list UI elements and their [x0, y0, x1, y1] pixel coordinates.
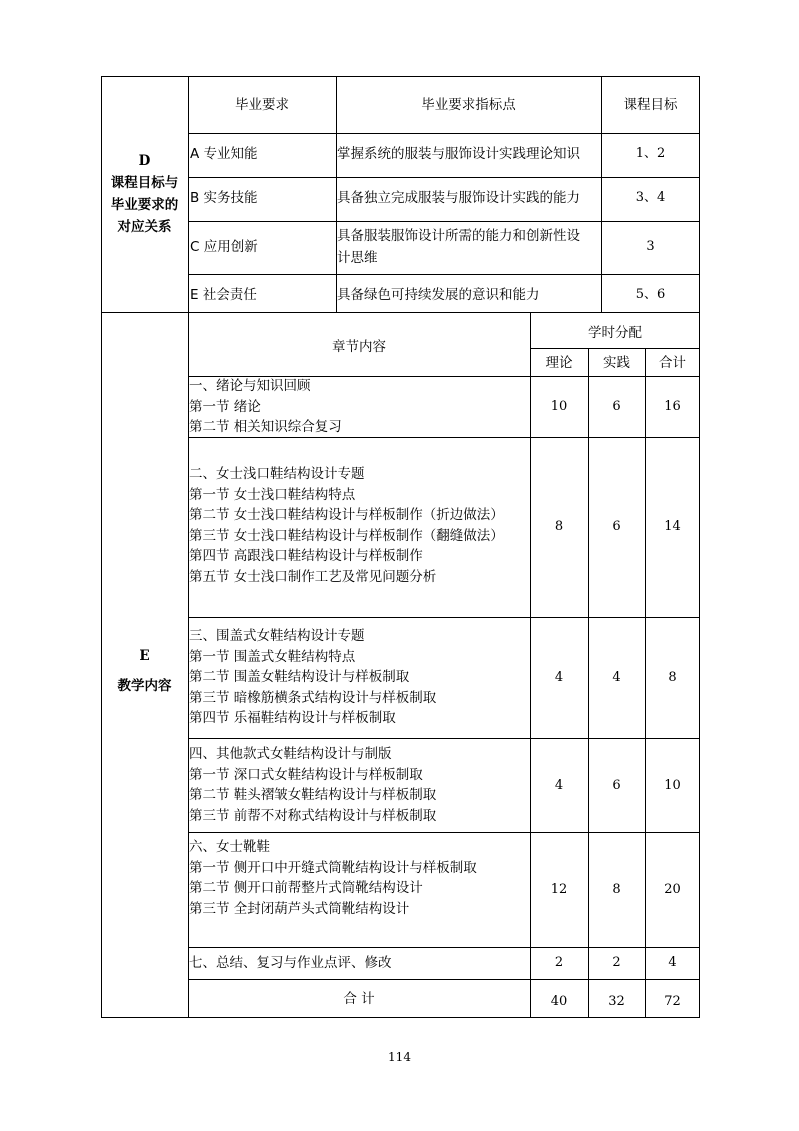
total-hours: 10: [664, 778, 681, 793]
chapter-line: 第二节 侧开口前帮整片式筒靴结构设计: [189, 880, 423, 896]
sum-practice: 32: [608, 994, 625, 1009]
header-hours: 学时分配: [588, 325, 642, 341]
chapter-content: [189, 744, 436, 826]
chapter-line: 第一节 侧开口中开缝式筒靴结构设计与样板制取: [189, 859, 477, 876]
table-border-right: [699, 76, 700, 1018]
chapter-line: 第一节 围盖式女鞋结构特点: [189, 648, 356, 665]
chapter-line: 第三节 暗橡筋横条式结构设计与样板制取: [189, 689, 437, 706]
d-row-line: [188, 133, 700, 134]
theory-hours: 12: [550, 882, 568, 897]
total-hours: 16: [664, 399, 681, 414]
sum-theory: 40: [550, 994, 568, 1009]
requirement-cell: C 应用创新: [190, 239, 258, 255]
chapter-content: [189, 953, 392, 974]
chapter-line: 第二节 围盖女鞋结构设计与样板制取: [189, 669, 410, 685]
d-row-line: [188, 177, 700, 178]
section-d-title-line: 课程目标与: [110, 175, 179, 191]
e-row-line: [188, 979, 700, 980]
section-divider: [101, 312, 700, 313]
e-header-split: [530, 348, 700, 349]
chapter-line: 第一节 女士浅口鞋结构特点: [189, 486, 356, 503]
requirement-cell: B 实务技能: [190, 190, 258, 206]
header-content: 章节内容: [332, 339, 386, 355]
chapter-line: 三、围盖式女鞋结构设计专题: [189, 628, 365, 644]
e-row-line: [188, 617, 700, 618]
section-d-title-line: 毕业要求的: [110, 197, 179, 213]
indicator-cell: 掌握系统的服装与服饰设计实践理论知识: [337, 146, 580, 162]
header-total: 合计: [659, 355, 686, 371]
chapter-line: 七、总结、复习与作业点评、修改: [189, 955, 392, 971]
chapter-line: 第五节 女士浅口制作工艺及常见问题分析: [189, 568, 437, 585]
header-indicator: 毕业要求指标点: [421, 97, 516, 113]
section-d-label: [101, 150, 188, 238]
requirement-cell: E 社会责任: [190, 287, 257, 303]
total-hours: 8: [668, 670, 677, 685]
goal-cell: 5、6: [635, 287, 666, 302]
chapter-line: 第二节 女士浅口鞋结构设计与样板制作（折边做法）: [189, 507, 504, 523]
chapter-line: 第三节 前帮不对称式结构设计与样板制取: [189, 807, 437, 824]
section-e-title: 教学内容: [117, 678, 172, 694]
goal-cell: 1、2: [635, 146, 666, 161]
indicator-cell: 计思维: [337, 250, 378, 266]
sum-label: 合 计: [343, 991, 375, 1007]
chapter-line: 第四节 乐福鞋结构设计与样板制取: [189, 710, 396, 726]
d-row-line: [188, 274, 700, 275]
goal-cell: 3、4: [635, 190, 666, 205]
chapter-line: 四、其他款式女鞋结构设计与制版: [189, 746, 392, 762]
d-row-line: [188, 221, 700, 222]
practice-hours: 6: [612, 778, 621, 793]
chapter-line: 第三节 女士浅口鞋结构设计与样板制作（翻缝做法）: [189, 527, 504, 544]
chapter-line: 第一节 绪论: [189, 398, 261, 415]
indicator-cell: 具备服装服饰设计所需的能力和创新性设: [337, 228, 580, 244]
chapter-line: 一、绪论与知识回顾: [189, 378, 311, 394]
page-number: 114: [388, 1050, 411, 1064]
practice-hours: 2: [612, 955, 621, 970]
theory-hours: 4: [554, 778, 564, 793]
theory-hours: 4: [554, 670, 564, 685]
practice-hours: 8: [612, 882, 621, 897]
theory-hours: 10: [550, 399, 568, 414]
chapter-line: 第四节 高跟浅口鞋结构设计与样板制作: [189, 548, 423, 564]
sum-total: 72: [664, 994, 681, 1009]
header-practice: 实践: [603, 355, 630, 371]
chapter-content: [189, 376, 342, 438]
practice-hours: 6: [612, 519, 621, 534]
header-goal: 课程目标: [623, 97, 678, 113]
section-d-code: D: [138, 153, 151, 169]
chapter-line: 第二节 鞋头褶皱女鞋结构设计与样板制取: [189, 787, 437, 803]
header-theory: 理论: [545, 355, 573, 371]
e-row-line: [188, 947, 700, 948]
table-border-top: [101, 76, 700, 77]
chapter-content: [189, 837, 477, 919]
indicator-cell: 具备绿色可持续发展的意识和能力: [337, 287, 540, 303]
theory-hours: 2: [554, 955, 564, 970]
chapter-content: [189, 626, 436, 729]
theory-hours: 8: [554, 519, 564, 534]
goal-cell: 3: [646, 239, 655, 254]
requirement-cell: A 专业知能: [190, 146, 258, 162]
chapter-line: 第二节 相关知识综合复习: [189, 419, 342, 435]
e-col-divider-content: [530, 312, 531, 1018]
chapter-content: [189, 464, 504, 587]
chapter-line: 第一节 深口式女鞋结构设计与样板制取: [189, 766, 423, 783]
section-d-title-line: 对应关系: [117, 219, 172, 235]
chapter-line: 第三节 全封闭葫芦头式筒靴结构设计: [189, 900, 410, 917]
section-e-code: E: [139, 648, 150, 664]
e-row-line: [188, 832, 700, 833]
practice-hours: 4: [612, 670, 621, 685]
practice-hours: 6: [612, 399, 621, 414]
chapter-line: 六、女士靴鞋: [189, 839, 270, 855]
table-border-bottom: [101, 1017, 700, 1018]
header-requirement: 毕业要求: [235, 97, 289, 113]
total-hours: 14: [664, 519, 681, 534]
section-e-label: [101, 645, 188, 697]
indicator-cell: 具备独立完成服装与服饰设计实践的能力: [337, 190, 580, 206]
total-hours: 20: [664, 882, 681, 897]
total-hours: 4: [668, 955, 677, 970]
e-row-line: [188, 738, 700, 739]
chapter-line: 二、女士浅口鞋结构设计专题: [189, 466, 365, 482]
